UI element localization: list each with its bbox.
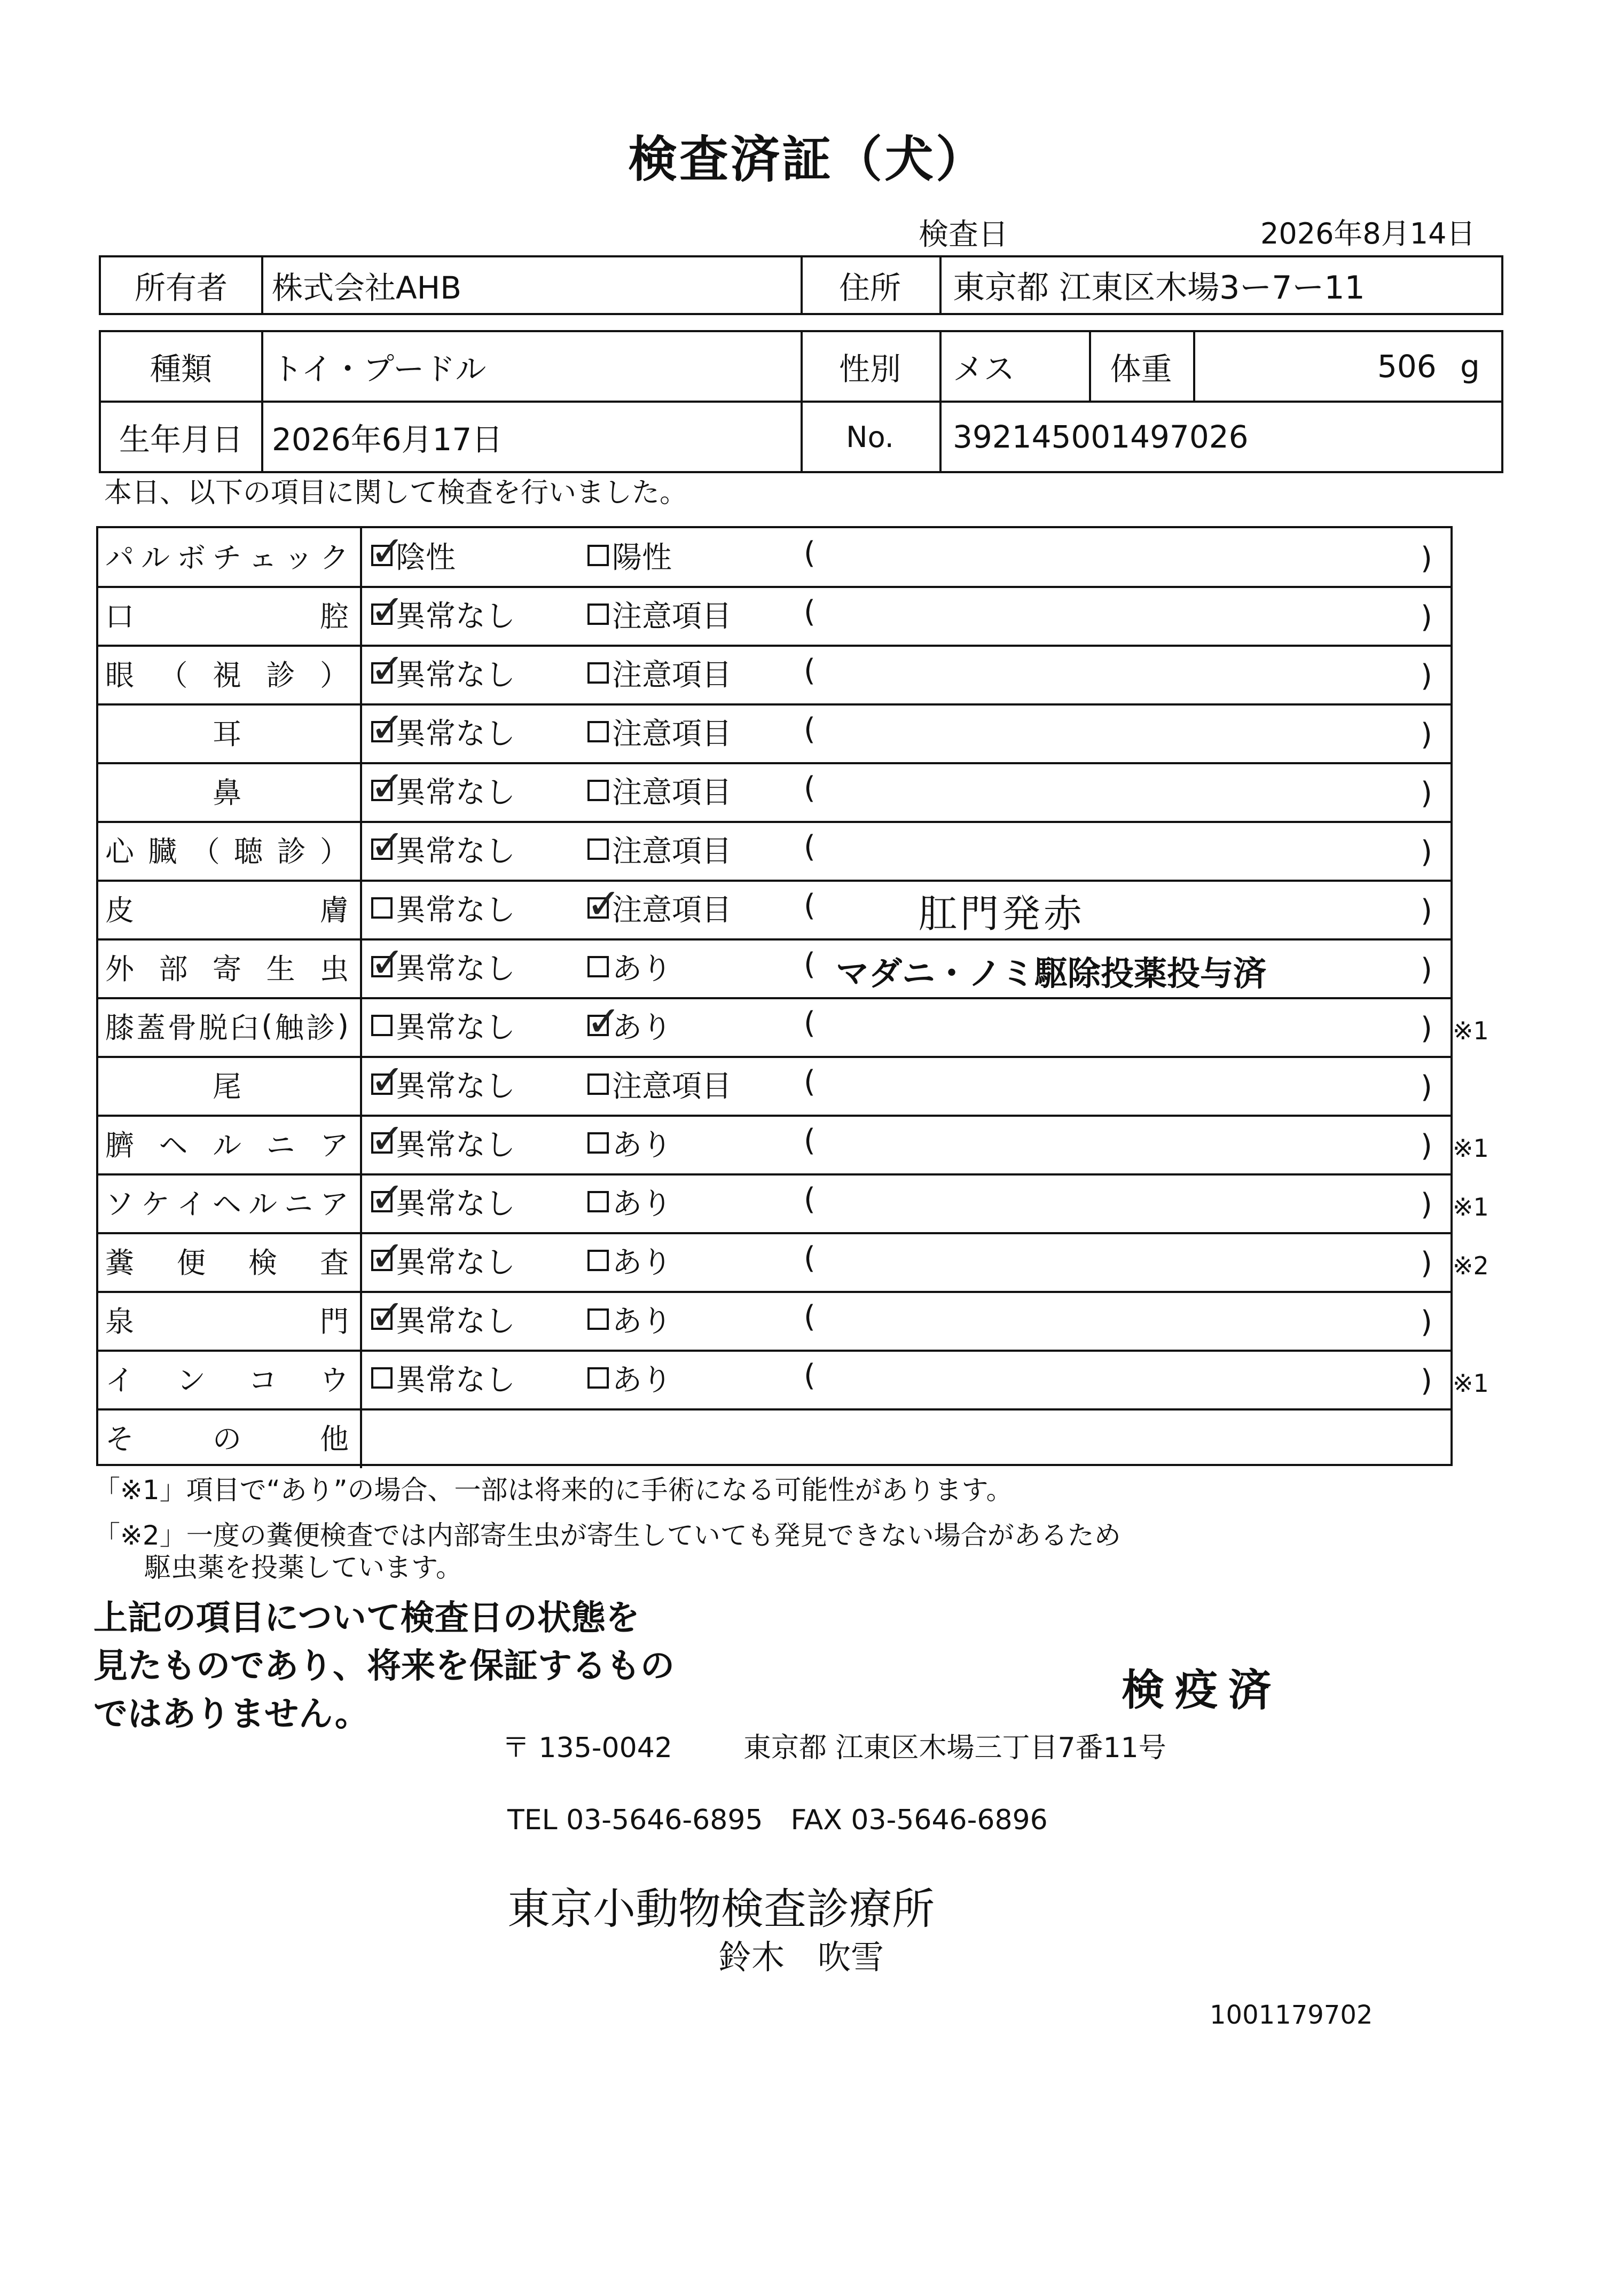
- postal-code: 〒 135-0042: [502, 1732, 672, 1764]
- option-label: 異常なし: [396, 952, 515, 986]
- exam-item-label: [99, 937, 355, 996]
- exam-item-label: 尾: [213, 1069, 241, 1103]
- option-label: 異常なし: [396, 1363, 515, 1398]
- label-char: ）: [320, 658, 349, 692]
- address-value: 東京都 江東区木場3ー7ー11: [953, 269, 1365, 307]
- checkbox: [587, 1191, 609, 1212]
- checkmark-icon: ✓: [370, 704, 405, 752]
- exam-option-2: [587, 1172, 672, 1231]
- checkmark-icon: ✓: [370, 1056, 405, 1104]
- label-char: 査: [320, 1245, 349, 1280]
- paren-open: (: [804, 947, 816, 982]
- label-char: 門: [320, 1304, 349, 1338]
- label-char: ア: [320, 1128, 349, 1162]
- paren-close: ): [1421, 952, 1432, 987]
- paren-close: ): [1421, 1187, 1432, 1222]
- label-char: 口: [105, 599, 134, 633]
- exam-option-1: [371, 644, 515, 702]
- option-label: 注意項目: [612, 717, 732, 751]
- label-char: イ: [177, 1187, 206, 1221]
- exam-option-1: [371, 996, 515, 1055]
- label-char: 聴: [234, 834, 263, 868]
- exam-option-1: [371, 1231, 515, 1290]
- label-char: 部: [159, 952, 188, 986]
- paren-open: (: [804, 594, 816, 629]
- exam-option-2: [587, 585, 732, 644]
- option-label: 異常なし: [396, 834, 515, 869]
- checkbox: [587, 839, 609, 860]
- birth-label: 生年月日: [119, 421, 243, 458]
- option-label: 異常なし: [396, 1245, 515, 1280]
- checkbox: [587, 604, 609, 625]
- label-char: ケ: [141, 1187, 170, 1221]
- option-label: 異常なし: [396, 1069, 515, 1104]
- checkmark-icon: ✓: [370, 821, 405, 869]
- exam-item-label: 鼻: [213, 775, 241, 810]
- paren-open: (: [804, 712, 816, 747]
- exam-item-label: [99, 879, 355, 937]
- label-char: 診: [266, 658, 295, 692]
- label-char: 眼: [105, 658, 134, 692]
- label-char: （: [159, 658, 188, 692]
- exam-option-2: [587, 702, 732, 761]
- exam-item-label: 耳: [213, 717, 241, 751]
- checkbox: [370, 821, 405, 869]
- weight-value: 506: [1377, 348, 1437, 385]
- label-char: 他: [320, 1422, 349, 1456]
- option-label: 陽性: [612, 540, 672, 575]
- weight-label: 体重: [1110, 351, 1172, 387]
- exam-option-2: [587, 1231, 672, 1290]
- checkbox: [587, 956, 609, 977]
- checkbox: [586, 998, 622, 1046]
- exam-option-2: [587, 1055, 732, 1114]
- checkbox: [370, 1056, 405, 1104]
- exam-item-label: [99, 1349, 355, 1407]
- label-char: 便: [177, 1245, 206, 1280]
- checkbox: [370, 586, 405, 634]
- owner-value: 株式会社AHB: [272, 270, 462, 306]
- label-char: ウ: [320, 1363, 349, 1397]
- exam-option-2: [587, 644, 732, 702]
- label-char: ア: [320, 1187, 349, 1221]
- option-label: 異常なし: [396, 775, 515, 810]
- footnote-mark: ※1: [1453, 1016, 1489, 1045]
- checkbox: [370, 1174, 405, 1222]
- label-char: ニ: [266, 1128, 295, 1162]
- exam-item-label: [99, 1114, 355, 1172]
- exam-item-label: [99, 1172, 355, 1231]
- label-char: ヘ: [159, 1128, 188, 1162]
- owner-table: [99, 255, 1503, 315]
- sex-label: 性別: [838, 351, 901, 387]
- disclaimer-line: 上記の項目について検査日の状態を: [93, 1598, 640, 1638]
- label-char: (: [261, 1008, 273, 1043]
- label-char: 腔: [320, 599, 349, 633]
- exam-option-1: [371, 702, 515, 761]
- label-char: 糞: [105, 1245, 134, 1280]
- label-char: 虫: [320, 952, 349, 986]
- option-label: 異常なし: [396, 893, 515, 928]
- intro-text: 本日、以下の項目に関して検査を行いました。: [104, 477, 688, 509]
- exam-option-2: [587, 1349, 672, 1407]
- exam-note: マダニ・ノミ駆除投薬投与済: [836, 954, 1267, 993]
- label-char: （: [191, 834, 220, 868]
- label-char: 診: [277, 834, 306, 868]
- label-char: ニ: [284, 1187, 313, 1221]
- label-char: 膚: [320, 893, 349, 927]
- checkmark-icon: ✓: [370, 586, 405, 634]
- label-char: 泉: [105, 1304, 134, 1338]
- checkmark-icon: ✓: [370, 528, 405, 576]
- label-char: 臼: [230, 1010, 259, 1045]
- exam-option-2: [587, 1290, 672, 1349]
- exam-option-2: [587, 879, 732, 937]
- option-label: あり: [612, 1363, 672, 1398]
- checkbox: [587, 1132, 609, 1154]
- exam-option-1: [371, 1055, 515, 1114]
- option-label: 注意項目: [612, 599, 732, 634]
- label-char: イ: [105, 1363, 134, 1397]
- label-char: 皮: [105, 893, 134, 927]
- label-char: 臍: [105, 1128, 134, 1162]
- checkmark-icon: ✓: [370, 645, 405, 693]
- footnote-2: 「※2」一度の糞便検査では内部寄生虫が寄生していても発見できない場合があるため: [93, 1520, 1121, 1551]
- exam-item-label: [99, 820, 355, 879]
- clinic-address: 東京都 江東区木場三丁目7番11号: [743, 1732, 1166, 1764]
- checkbox: [370, 939, 405, 987]
- exam-item-label: [99, 526, 355, 585]
- label-char: 視: [213, 658, 241, 692]
- checkbox: [370, 528, 405, 576]
- quarantine-stamp: 検疫済: [1122, 1665, 1282, 1715]
- birth-value: 2026年6月17日: [272, 421, 503, 458]
- label-char: ッ: [284, 540, 313, 575]
- label-char: コ: [248, 1363, 277, 1397]
- footnote-mark: ※1: [1453, 1193, 1489, 1221]
- label-char: 診: [306, 1010, 335, 1045]
- paren-close: ): [1421, 1305, 1432, 1339]
- label-char: 心: [105, 834, 134, 868]
- checkbox: [371, 897, 393, 919]
- checkmark-icon: ✓: [370, 939, 405, 987]
- label-char: ン: [177, 1363, 206, 1397]
- checkbox: [370, 763, 405, 811]
- label-char: 脱: [199, 1010, 228, 1045]
- option-label: 異常なし: [396, 717, 515, 751]
- footnote-mark: ※2: [1453, 1251, 1489, 1280]
- paren-open: (: [804, 1299, 816, 1334]
- checkmark-icon: ✓: [370, 1291, 405, 1339]
- breed-label: 種類: [150, 351, 212, 387]
- label-char: ヘ: [213, 1187, 241, 1221]
- checkmark-icon: ✓: [370, 1233, 405, 1281]
- clinic-phone: TEL 03-5646-6895 FAX 03-5646-6896: [507, 1804, 1048, 1836]
- exam-item-label: [99, 644, 355, 702]
- label-char: ル: [248, 1187, 277, 1221]
- paren-close: ): [1421, 776, 1432, 811]
- label-char: ェ: [248, 540, 277, 575]
- paren-open: (: [804, 829, 816, 864]
- checkmark-icon: ✓: [586, 998, 622, 1046]
- label-char: パ: [105, 540, 134, 575]
- checkbox: [370, 1233, 405, 1281]
- no-label: No.: [846, 420, 894, 454]
- paren-close: ): [1421, 1246, 1432, 1281]
- paren-open: (: [804, 653, 816, 688]
- checkbox: [371, 1367, 393, 1389]
- exam-option-1: [371, 1290, 515, 1349]
- label-char: 蓋: [136, 1010, 166, 1045]
- option-label: 異常なし: [396, 599, 515, 634]
- checkmark-icon: ✓: [586, 880, 622, 928]
- paren-open: (: [804, 1358, 816, 1393]
- exam-option-2: [587, 996, 672, 1055]
- exam-option-2: [587, 761, 732, 820]
- checkbox: [586, 880, 622, 928]
- exam-item-label: [99, 996, 355, 1055]
- clinic-name: 東京小動物検査診療所: [507, 1884, 935, 1934]
- owner-label: 所有者: [134, 270, 228, 306]
- document-number: 1001179702: [1210, 2000, 1373, 2030]
- paren-close: ): [1421, 835, 1432, 869]
- exam-option-1: [371, 585, 515, 644]
- exam-option-2: [587, 1114, 672, 1172]
- paren-open: (: [804, 888, 816, 923]
- label-char: 外: [105, 952, 134, 986]
- label-char: 骨: [167, 1010, 197, 1045]
- checkbox: [587, 662, 609, 684]
- paren-close: ): [1421, 541, 1432, 576]
- label-char: ): [337, 1008, 349, 1043]
- checkbox: [371, 1015, 393, 1036]
- disclaimer: [93, 1594, 675, 1738]
- option-label: 異常なし: [396, 1128, 515, 1163]
- checkmark-icon: ✓: [370, 1174, 405, 1222]
- paren-close: ): [1421, 717, 1432, 752]
- exam-item-label: [99, 585, 355, 644]
- option-label: あり: [612, 1187, 672, 1221]
- checkbox: [370, 1115, 405, 1163]
- exam-option-2: [587, 820, 732, 879]
- exam-option-1: [371, 761, 515, 820]
- exam-option-2: [587, 937, 672, 996]
- checkbox: [587, 721, 609, 742]
- label-char: ソ: [105, 1187, 134, 1221]
- label-char: 寄: [213, 952, 241, 986]
- label-char: ボ: [177, 540, 206, 575]
- checkbox: [370, 1291, 405, 1339]
- option-label: 注意項目: [612, 1069, 732, 1104]
- breed-value: トイ・プードル: [272, 351, 487, 387]
- checkmark-icon: ✓: [370, 1115, 405, 1163]
- document-title: 検査済証（犬）: [628, 131, 987, 188]
- option-label: 注意項目: [612, 834, 732, 869]
- option-label: 注意項目: [612, 658, 732, 693]
- option-label: あり: [612, 1010, 672, 1045]
- label-char: 臓: [148, 834, 177, 868]
- paren-open: (: [804, 536, 816, 570]
- label-char: ル: [141, 540, 170, 575]
- exam-note: 肛門発赤: [919, 891, 1086, 936]
- paren-close: ): [1421, 1011, 1432, 1046]
- footnote-mark: ※1: [1453, 1134, 1489, 1163]
- paren-open: (: [804, 1064, 816, 1099]
- paren-open: (: [804, 1241, 816, 1275]
- option-label: 異常なし: [396, 1187, 515, 1221]
- checkbox: [587, 780, 609, 801]
- option-label: あり: [612, 1304, 672, 1339]
- paren-close: ): [1421, 659, 1432, 693]
- checkbox: [370, 704, 405, 752]
- paren-open: (: [804, 1123, 816, 1158]
- checkbox: [587, 1073, 609, 1095]
- option-label: 注意項目: [612, 775, 732, 810]
- disclaimer-line: ではありません。: [93, 1695, 369, 1734]
- exam-option-1: [371, 1114, 515, 1172]
- sex-value: メス: [953, 351, 1015, 387]
- paren-close: ): [1421, 1364, 1432, 1398]
- exam-option-2: [587, 526, 672, 585]
- label-char: 触: [275, 1010, 304, 1045]
- label-char: ）: [319, 834, 349, 868]
- label-char: 膝: [105, 1010, 134, 1045]
- checkbox: [370, 645, 405, 693]
- exam-option-1: [371, 1172, 515, 1231]
- inspection-date-label: 検査日: [919, 217, 1008, 252]
- footnote-2-cont: 駆虫薬を投薬しています。: [144, 1552, 462, 1583]
- label-char: の: [213, 1422, 241, 1456]
- exam-option-1: [371, 1349, 515, 1407]
- label-char: 生: [266, 952, 295, 986]
- disclaimer-line: 見たものであり、将来を保証するもの: [93, 1647, 675, 1686]
- footnote-1: 「※1」項目で“あり”の場合、一部は将来的に手術になる可能性があります。: [93, 1475, 1013, 1506]
- paren-close: ): [1421, 894, 1432, 928]
- label-char: 検: [248, 1245, 277, 1280]
- option-label: 異常なし: [396, 1304, 515, 1339]
- paren-close: ): [1421, 1070, 1432, 1104]
- paren-open: (: [804, 1182, 816, 1217]
- exam-item-label: [99, 1290, 355, 1349]
- exam-option-1: [371, 879, 515, 937]
- option-label: 注意項目: [612, 893, 732, 928]
- checkbox: [587, 1308, 609, 1330]
- weight-unit: g: [1460, 348, 1480, 385]
- option-label: あり: [612, 1128, 672, 1163]
- pet-info-table: [99, 330, 1503, 473]
- inspection-date: 2026年8月14日: [1260, 217, 1476, 250]
- exam-option-1: [371, 526, 456, 585]
- doctor-name: 鈴木 吹雪: [718, 1938, 884, 1977]
- checkmark-icon: ✓: [370, 763, 405, 811]
- exam-item-label: [99, 1231, 355, 1290]
- footnote-mark: ※1: [1453, 1369, 1489, 1398]
- paren-open: (: [804, 1006, 816, 1040]
- clinic-address-line: [502, 1725, 1166, 1765]
- label-char: チ: [213, 540, 241, 575]
- other-label: [99, 1407, 355, 1466]
- label-char: そ: [105, 1422, 134, 1456]
- paren-close: ): [1421, 1129, 1432, 1163]
- option-label: 陰性: [396, 540, 456, 575]
- checkbox: [587, 1367, 609, 1389]
- option-label: 異常なし: [396, 1010, 515, 1045]
- exam-option-1: [371, 820, 515, 879]
- label-char: ク: [320, 540, 349, 575]
- address-label: 住所: [838, 270, 901, 306]
- option-label: あり: [612, 1245, 672, 1280]
- no-value: 392145001497026: [953, 419, 1249, 455]
- checkbox: [587, 1250, 609, 1271]
- label-char: ル: [213, 1128, 241, 1162]
- paren-close: ): [1421, 600, 1432, 634]
- checkbox: [587, 545, 609, 566]
- option-label: あり: [612, 952, 672, 986]
- exam-option-1: [371, 937, 515, 996]
- paren-open: (: [804, 771, 816, 805]
- option-label: 異常なし: [396, 658, 515, 693]
